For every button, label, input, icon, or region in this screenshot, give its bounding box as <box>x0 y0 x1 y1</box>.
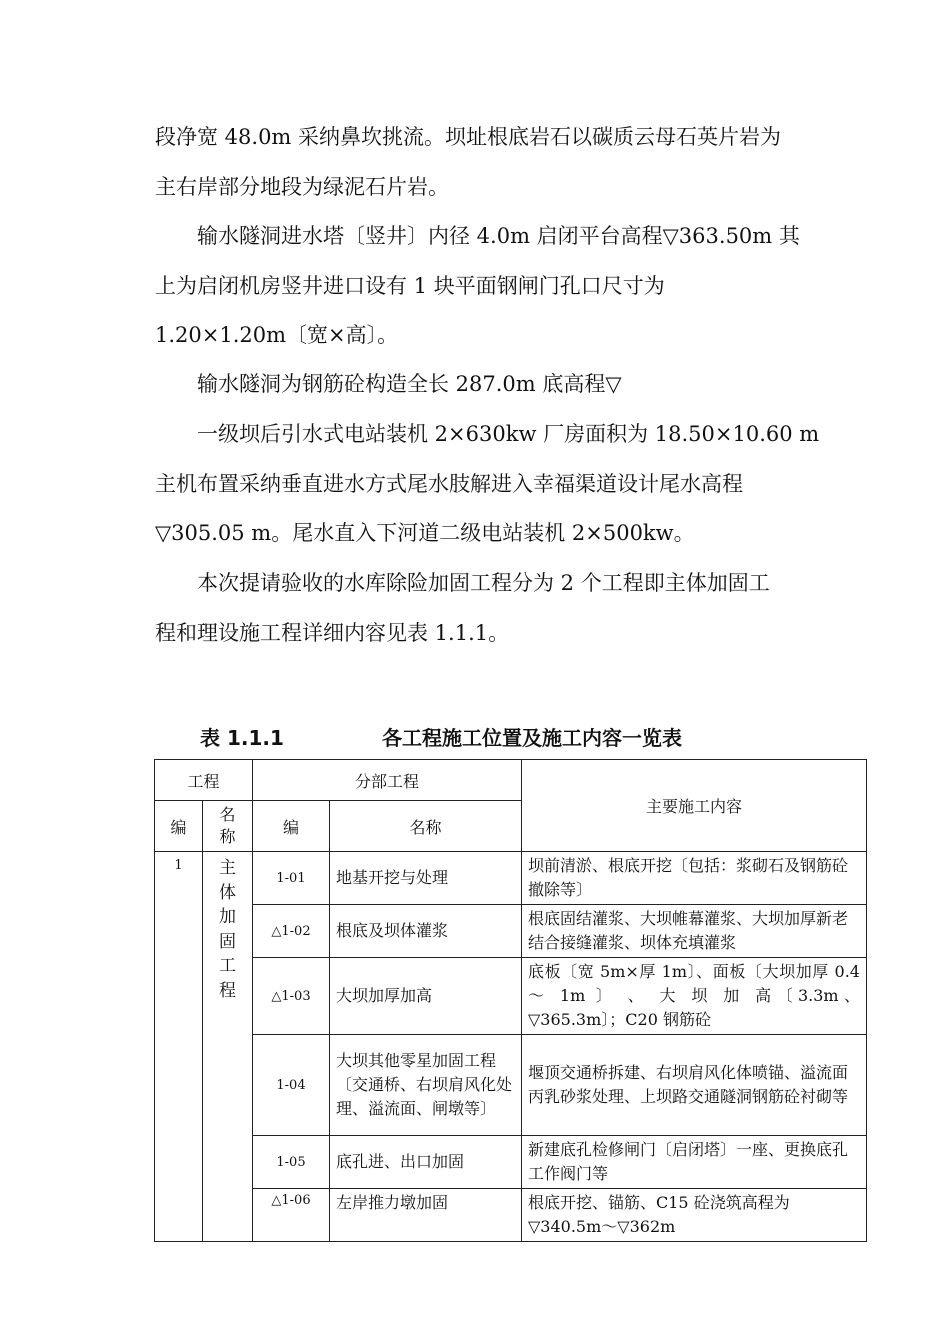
works-table <box>154 759 867 1242</box>
row-content: 新建底孔检修闸门〔启闭塔〕一座、更换底孔工作阀门等 <box>522 1136 867 1189</box>
table-number: 表 1.1.1 <box>200 726 284 750</box>
row-name: 左岸推力墩加固 <box>330 1189 522 1242</box>
row-no: △1-02 <box>253 905 330 958</box>
group-name-char: 工 <box>219 956 236 976</box>
group-name <box>203 852 253 1242</box>
row-content: 堰顶交通桥拆建、右坝肩风化体喷锚、溢流面丙乳砂浆处理、上坝路交通隧洞钢筋砼衬砌等 <box>522 1035 867 1136</box>
group-name-char: 程 <box>219 980 236 1001</box>
row-name: 根底及坝体灌浆 <box>330 905 522 958</box>
paragraph-1 <box>155 113 845 212</box>
group-name-char: 体 <box>219 882 236 903</box>
row-content: 根底固结灌浆、大坝帷幕灌浆、大坝加厚新老结合接缝灌浆、坝体充填灌浆 <box>522 905 867 958</box>
header-content: 主要施工内容 <box>522 760 867 852</box>
table-title: 各工程施工位置及施工内容一览表 <box>382 726 682 750</box>
text-line: 一级坝后引水式电站装机 2×630kw 厂房面积为 18.50×10.60 m <box>155 422 820 446</box>
row-no: △1-06 <box>253 1189 330 1242</box>
table-row <box>155 1189 867 1242</box>
group-name-char: 主 <box>219 858 236 878</box>
text-line: 上为启闭机房竖井进口设有 1 块平面钢闸门孔口尺寸为 <box>155 273 665 298</box>
text-line: ▽305.05 m。尾水直入下河道二级电站装机 2×500kw。 <box>155 521 695 545</box>
row-no: 1-01 <box>253 852 330 905</box>
group-name-char: 固 <box>219 931 236 952</box>
row-content: 底板〔宽 5m×厚 1m〕、面板〔大坝加厚 0.4 ～ 1m 〕 、 大 坝 加 高〔3.3m、▽365.3m〕；C20 钢筋砼 <box>522 958 867 1035</box>
row-name: 大坝其他零星加固工程〔交通桥、右坝肩风化处理、溢流面、闸墩等〕 <box>330 1035 522 1136</box>
header-name-char: 称 <box>219 827 236 846</box>
text-line: 段净宽 48.0m 采纳鼻坎挑流。坝址根底岩石以碳质云母石英片岩为 <box>155 125 782 149</box>
text-line: 主机布置采纳垂直进水方式尾水肢解进入幸福渠道设计尾水高程 <box>155 471 743 496</box>
header-name-char: 名 <box>219 805 236 824</box>
row-name: 地基开挖与处理 <box>330 852 522 905</box>
paragraph-2 <box>155 212 845 361</box>
row-no: △1-03 <box>253 958 330 1035</box>
paragraph-3 <box>155 360 845 410</box>
row-no: 1-05 <box>253 1136 330 1189</box>
header-sub-name: 名称 <box>330 801 522 852</box>
group-name-char: 加 <box>219 907 236 927</box>
header-name <box>203 801 253 852</box>
group-no: 1 <box>155 852 203 1242</box>
text-line: 1.20×1.20m〔宽×高〕。 <box>155 323 399 347</box>
row-no: 1-04 <box>253 1035 330 1136</box>
paragraph-5 <box>155 559 845 658</box>
row-name: 底孔进、出口加固 <box>330 1136 522 1189</box>
row-content: 坝前清淤、根底开挖〔包括：浆砌石及钢筋砼撤除等〕 <box>522 852 867 905</box>
text-line: 程和理设施工程详细内容见表 1.1.1。 <box>155 620 510 645</box>
header-sub-project: 分部工程 <box>253 760 522 801</box>
text-line: 输水隧洞为钢筋砼构造全长 287.0m 底高程▽ <box>155 372 622 396</box>
header-no: 编 <box>155 801 203 852</box>
text-line: 输水隧洞进水塔〔竖井〕内径 4.0m 启闭平台高程▽363.50m 其 <box>155 224 800 248</box>
table-row <box>155 1035 867 1136</box>
table-row <box>155 958 867 1035</box>
paragraph-4 <box>155 410 845 559</box>
row-content: 根底开挖、锚筋、C15 砼浇筑高程为▽340.5m～▽362m <box>522 1189 867 1242</box>
table-row <box>155 1136 867 1189</box>
header-sub-no: 编 <box>253 801 330 852</box>
table-row <box>155 905 867 958</box>
row-name: 大坝加厚加高 <box>330 958 522 1035</box>
table-row <box>155 852 867 905</box>
text-line: 主右岸部分地段为绿泥石片岩。 <box>155 174 449 199</box>
header-project: 工程 <box>155 760 253 801</box>
text-line: 本次提请验收的水库除险加固工程分为 2 个工程即主体加固工 <box>155 571 770 595</box>
